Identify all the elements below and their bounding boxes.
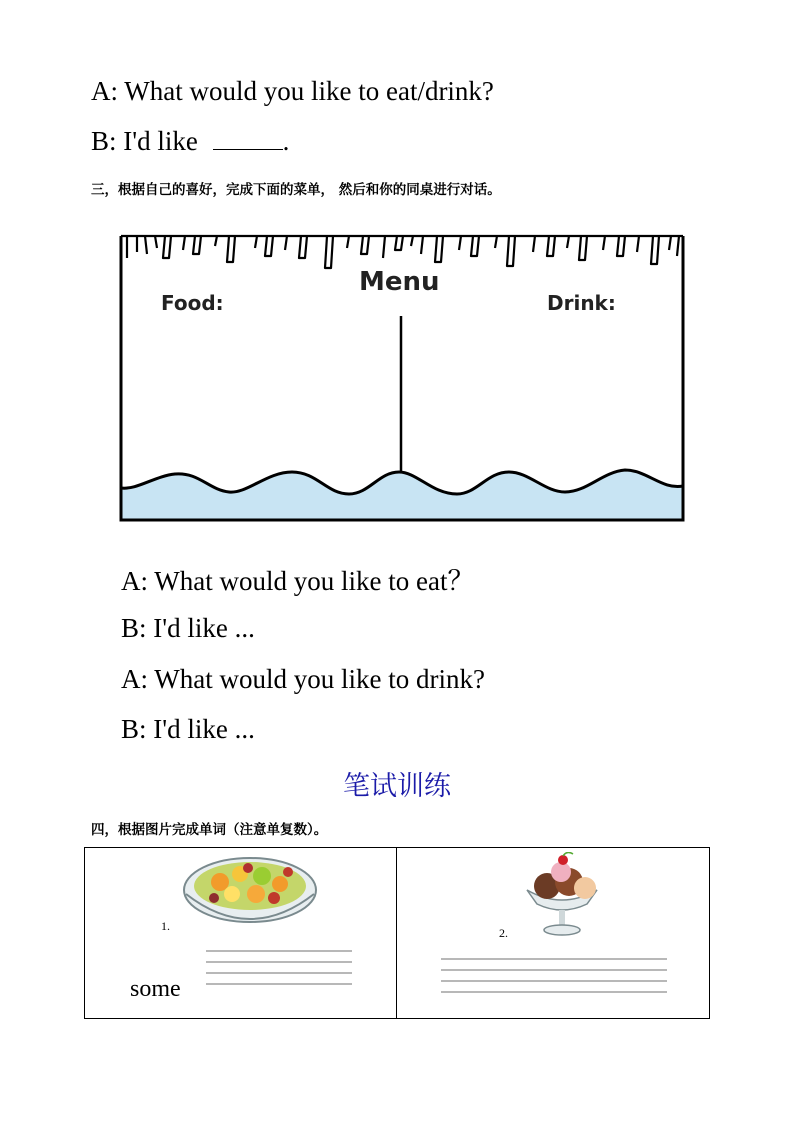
- answer-blank: [213, 129, 283, 150]
- item-2-writing-lines[interactable]: [441, 958, 667, 1002]
- menu-dialogue-line-1: A: What would you like to eat？: [121, 566, 475, 596]
- section4-instruction: 四，根据图片完成单词（注意单复数）。: [91, 822, 328, 838]
- section3-instruction: 三，根据自己的喜好，完成下面的菜单， 然后和你的同桌进行对话。: [91, 182, 501, 198]
- item-1-writing-lines[interactable]: [206, 950, 352, 994]
- table-divider: [396, 848, 397, 1018]
- menu-dialogue-line-2: B: I'd like ...: [121, 613, 255, 643]
- ice-cream-sundae-image: [517, 852, 607, 938]
- menu-dialogue-line-4: B: I'd like ...: [121, 714, 255, 744]
- dialogue-line-b-suffix: .: [282, 126, 290, 156]
- menu-food-label: Food:: [161, 291, 224, 315]
- menu-dialogue-line-3: A: What would you like to drink?: [121, 664, 485, 694]
- item-1-prefix: some: [130, 976, 181, 1002]
- written-practice-title: 笔试训练: [343, 771, 451, 802]
- menu-water: [121, 470, 683, 520]
- dialogue-line-a: A: What would you like to eat/drink?: [91, 76, 494, 106]
- fruit-salad-bowl-image: [180, 854, 320, 926]
- item-2-number: 2.: [499, 926, 508, 940]
- exercise-table: [84, 847, 710, 1019]
- menu-drink-label: Drink:: [547, 291, 616, 315]
- dialogue-line-b-prefix: B: I'd like: [91, 126, 198, 156]
- menu-board: [117, 228, 687, 524]
- menu-title: Menu: [359, 267, 440, 297]
- dialogue-line-b: [91, 126, 289, 157]
- item-1-number: 1.: [161, 919, 170, 933]
- menu-drip-edge: [121, 236, 683, 268]
